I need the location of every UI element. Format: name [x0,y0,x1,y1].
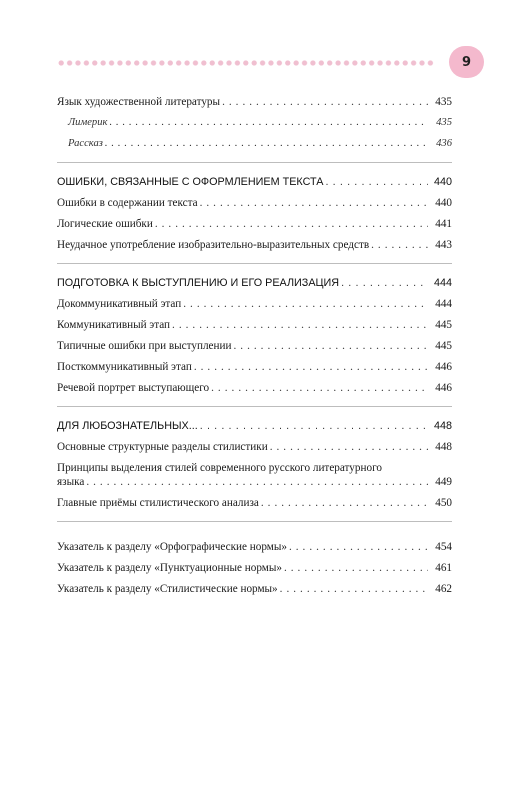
dot-leader [200,196,428,210]
toc-entry[interactable] [57,360,452,374]
dot-leader [211,381,428,395]
dot-leader [183,297,428,311]
toc-entry-title: Коммуникативный этап [57,319,171,331]
toc-entry-page: 462 [435,583,452,595]
toc-entry-page: 450 [435,497,452,509]
dot-leader [222,95,428,109]
toc-entry-page: 445 [435,319,452,331]
toc-entry-title: Речевой портрет выступающего [57,382,210,394]
toc-entry[interactable] [57,496,452,510]
toc-entry[interactable] [57,196,452,210]
toc-entry-page: 444 [433,277,452,289]
toc-section-title: ДЛЯ ЛЮБОЗНАТЕЛЬНЫХ... [57,420,198,432]
toc-entry-title: Принципы выделения стилей современного русского литературного [57,462,382,474]
dot-leader [270,440,428,454]
toc-entry-page: 445 [435,340,452,352]
toc-entry-page: 461 [435,562,452,574]
toc-entry-page: 446 [435,382,452,394]
dot-leader [194,360,428,374]
dot-leader [341,276,428,290]
toc-entry-title: Неудачное употребление изобразительно-выразительных средств [57,239,370,251]
toc-entry-title: Главные приёмы стилистического анализа [57,497,259,509]
toc-entry-title: Докоммуникативный этап [57,298,182,310]
toc-entry-page: 444 [435,298,452,310]
toc-entry-title-continued: языка [57,476,85,488]
dot-leader [261,496,428,510]
dot-leader [86,475,428,489]
header-dots-decoration [57,60,435,66]
toc-entry-title: Логические ошибки [57,218,153,230]
toc-entry-page: 440 [433,176,452,188]
dot-leader [155,217,428,231]
toc-entry-title: Ошибки в содержании текста [57,197,198,209]
toc-section-heading[interactable] [57,276,452,290]
toc-entry[interactable] [57,297,452,311]
toc-entry[interactable] [57,440,452,454]
toc-entry-page: 454 [435,541,452,553]
toc-index-entry[interactable] [57,540,452,554]
toc-entry-page: 449 [435,476,452,488]
dot-leader [200,419,428,433]
section-divider [57,521,452,522]
toc-entry-title: Указатель к разделу «Орфографические нормы» [57,541,287,553]
toc-section-title: ОШИБКИ, СВЯЗАННЫЕ С ОФОРМЛЕНИЕМ ТЕКСТА [57,176,324,188]
toc-entry-title: Посткоммуникативный этап [57,361,192,373]
toc-entry[interactable] [57,339,452,353]
dot-leader [105,137,428,151]
toc-subentry[interactable] [57,137,452,151]
dot-leader [172,318,428,332]
toc-entry-title: Типичные ошибки при выступлении [57,340,232,352]
toc-entry[interactable] [57,95,452,109]
page-number-badge: 9 [449,46,484,78]
dot-leader [233,339,428,353]
dot-leader [109,116,428,130]
toc-entry-title: Лимерик [68,117,108,128]
dot-leader [325,175,428,189]
toc-entry-title: Указатель к разделу «Пунктуационные нормы» [57,562,282,574]
toc-index-entry[interactable] [57,582,452,596]
toc-entry-title: Основные структурные разделы стилистики [57,441,268,453]
toc-section-heading[interactable] [57,419,452,433]
section-divider [57,263,452,264]
toc-entry[interactable] [57,238,452,252]
toc-entry-page: 441 [435,218,452,230]
dot-leader [280,582,428,596]
toc-entry[interactable] [57,217,452,231]
toc-entry-page: 435 [435,96,452,108]
toc-entry-title: Рассказ [68,138,103,149]
section-divider [57,406,452,407]
toc-entry-title: Язык художественной литературы [57,96,221,108]
dot-leader [289,540,428,554]
toc-entry[interactable] [57,461,452,489]
dot-leader [284,561,428,575]
section-divider [57,162,452,163]
toc-entry-page: 446 [435,361,452,373]
toc-index-entry[interactable] [57,561,452,575]
table-of-contents [57,95,452,596]
toc-entry[interactable] [57,318,452,332]
toc-entry-page: 448 [433,420,452,432]
toc-entry-page: 435 [436,117,452,128]
toc-entry-title: Указатель к разделу «Стилистические нормы» [57,583,278,595]
toc-entry-page: 440 [435,197,452,209]
dot-leader [371,238,428,252]
toc-section-heading[interactable] [57,175,452,189]
toc-entry-page: 443 [435,239,452,251]
toc-subentry[interactable] [57,116,452,130]
toc-section-title: ПОДГОТОВКА К ВЫСТУПЛЕНИЮ И ЕГО РЕАЛИЗАЦИЯ [57,277,340,289]
toc-entry-page: 448 [435,441,452,453]
toc-entry[interactable] [57,381,452,395]
toc-entry-page: 436 [436,138,452,149]
